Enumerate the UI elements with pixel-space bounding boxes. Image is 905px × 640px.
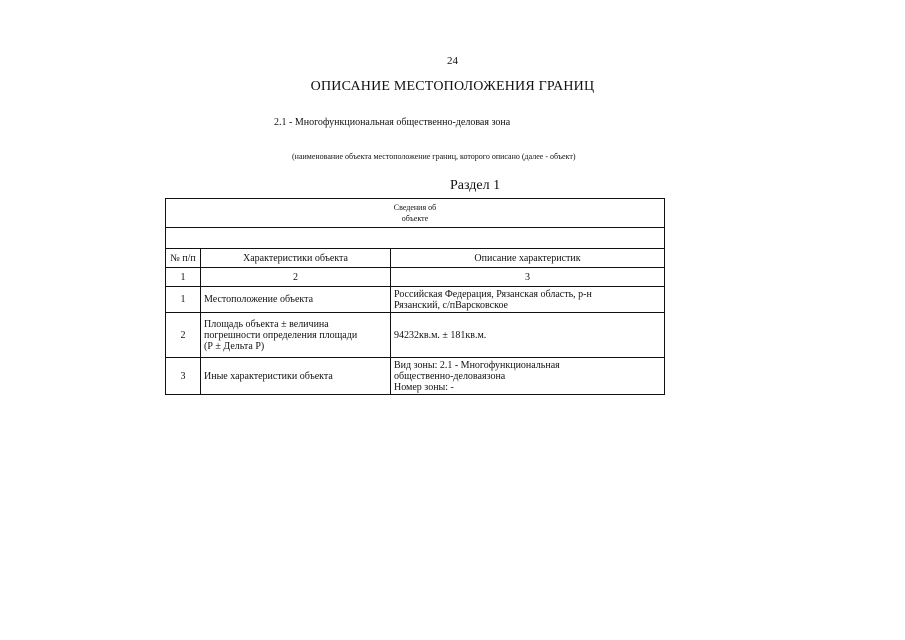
section-title: Раздел 1 (450, 178, 501, 193)
column-number-1: 1 (166, 268, 201, 287)
row-description: Вид зоны: 2.1 - Многофункциональная общественно-деловаязона Номер зоны: - (391, 358, 665, 395)
row-number: 1 (166, 287, 201, 313)
table-title-row (166, 199, 665, 228)
column-header-number: № п/п (166, 249, 201, 268)
row-characteristic: Иные характеристики объекта (201, 358, 391, 395)
row-number: 2 (166, 313, 201, 358)
table-spacer-row (166, 228, 665, 249)
object-name: 2.1 - Многофункциональная общественно-деловая зона (274, 117, 511, 128)
column-number-3: 3 (391, 268, 665, 287)
row-characteristic: Местоположение объекта (201, 287, 391, 313)
object-name-caption: (наименование объекта местоположение границ, которого описано (далее - объект) (292, 152, 576, 161)
column-header-description: Описание характеристик (391, 249, 665, 268)
row-description: Российская Федерация, Рязанская область, р-н Рязанский, с/пВарсковское (391, 287, 665, 313)
table-row (166, 358, 665, 395)
row-characteristic: Площадь объекта ± величина погрешности определения площади (Р ± Дельта Р) (201, 313, 391, 358)
table-row (166, 287, 665, 313)
column-number-row (166, 268, 665, 287)
column-header-characteristic: Характеристики объекта (201, 249, 391, 268)
object-info-table (165, 198, 665, 395)
row-number: 3 (166, 358, 201, 395)
table-row (166, 313, 665, 358)
table-title: Сведения об объекте (166, 199, 665, 228)
page-number: 24 (447, 55, 458, 67)
row-description: 94232кв.м. ± 181кв.м. (391, 313, 665, 358)
document-title: ОПИСАНИЕ МЕСТОПОЛОЖЕНИЯ ГРАНИЦ (310, 79, 595, 94)
column-number-2: 2 (201, 268, 391, 287)
column-header-row (166, 249, 665, 268)
table-spacer (166, 228, 665, 249)
